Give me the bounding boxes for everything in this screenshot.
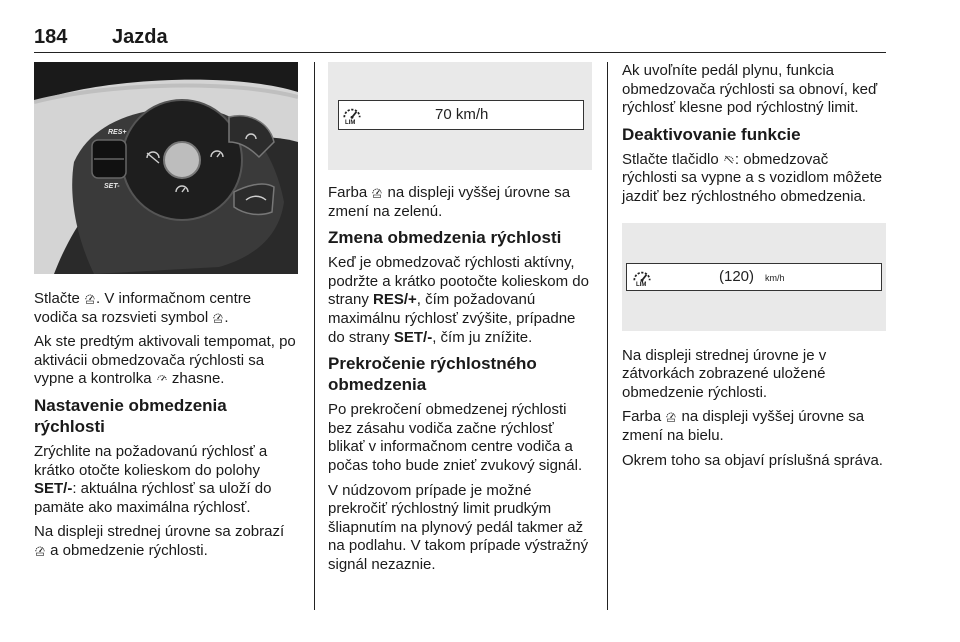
steering-wheel-drawing xyxy=(34,62,298,274)
speed-limit-value: 70 km/h xyxy=(435,106,489,123)
paragraph: Ak ste predtým aktivovali tempomat, po aktivácii obmedzovača rýchlosti sa vypne a kontrolka zhasne. xyxy=(34,333,296,388)
column-2 xyxy=(328,62,592,581)
paragraph: Na displeji strednej úrovne je v zátvorkách zobrazené uložené obmedzenie rýchlosti. xyxy=(622,346,827,401)
page-number: 184 xyxy=(34,26,68,48)
paragraph: Farba na displeji vyššej úrovne sa zmení na bielu. xyxy=(622,408,865,444)
column-1 xyxy=(34,62,298,567)
paragraph: V núdzovom prípade je možné prekročiť rýchlostný limit prudkým šliapnutím na plynový pedál takmer až na podlahu. V takom prípade výstražný signál nezaznie. xyxy=(328,481,589,573)
display-illustration-120 xyxy=(622,223,886,331)
speed-limiter-icon xyxy=(665,410,677,422)
section-heading: Zmena obmedzenia rýchlosti xyxy=(328,228,562,248)
section-heading: Deaktivovanie funkcie xyxy=(622,124,801,144)
lim-label: LIM xyxy=(345,120,356,126)
paragraph: Zrýchlite na požadovanú rýchlosť a krátko otočte kolieskom do polohy SET/-: aktuálna rýchlosť sa uloží do pamäte ako maximálna rýchlosť. xyxy=(34,442,272,516)
paragraph: Na displeji strednej úrovne sa zobrazí a obmedzenie rýchlosti. xyxy=(34,523,285,559)
paragraph: Keď je obmedzovač rýchlosti aktívny, podržte a krátko pootočte kolieskom do strany RES/+, čím požadovanú maximálnu rýchlosť zvýšite, prípadne do strany SET/-, čím ju znížite. xyxy=(328,254,589,346)
cancel-limiter-icon xyxy=(723,153,735,165)
cluster-display xyxy=(338,100,584,130)
paragraph: Stlačte tlačidlo : obmedzovač rýchlosti sa vypne a s vozidlom môžete jazdiť bez rýchlostného obmedzenia. xyxy=(622,150,883,205)
page-header xyxy=(34,26,886,53)
chapter-title: Jazda xyxy=(112,26,168,48)
column-divider xyxy=(314,62,315,610)
lim-label: LIM xyxy=(636,281,647,288)
paragraph: Okrem toho sa objaví príslušná správa. xyxy=(622,451,883,469)
paragraph: Po prekročení obmedzenej rýchlosti bez zásahu vodiča začne rýchlosť blikať v informačnom centre vodiča a počas toho bude znieť zvukový signál. xyxy=(328,401,583,474)
cruise-control-icon xyxy=(156,372,168,384)
speed-limiter-icon xyxy=(34,544,46,556)
steering-wheel-controls-illustration xyxy=(34,62,298,274)
section-heading: Nastavenie obmedzenia rýchlosti xyxy=(34,395,227,436)
paragraph: Stlačte . V informačnom centre vodiča sa rozsvieti symbol . xyxy=(34,290,252,326)
cluster-display xyxy=(626,263,882,291)
set-label: SET- xyxy=(104,183,120,190)
speed-limiter-icon xyxy=(84,292,96,304)
stored-limit-unit: km/h xyxy=(765,272,785,283)
column-divider xyxy=(607,62,608,610)
speed-limiter-icon xyxy=(212,311,224,323)
stored-limit-value: (120) xyxy=(719,267,755,285)
paragraph: Ak uvoľníte pedál plynu, funkcia obmedzovača rýchlosti sa obnoví, keď rýchlosť klesne pod rýchlostný limit. xyxy=(622,62,878,117)
res-label: RES+ xyxy=(108,129,127,136)
section-heading: Prekročenie rýchlostného obmedzenia xyxy=(328,354,537,395)
column-3 xyxy=(622,62,886,476)
display-illustration-70 xyxy=(328,62,592,170)
speed-limiter-icon xyxy=(371,186,383,198)
paragraph: Farba na displeji vyššej úrovne sa zmení na zelenú. xyxy=(328,184,571,220)
